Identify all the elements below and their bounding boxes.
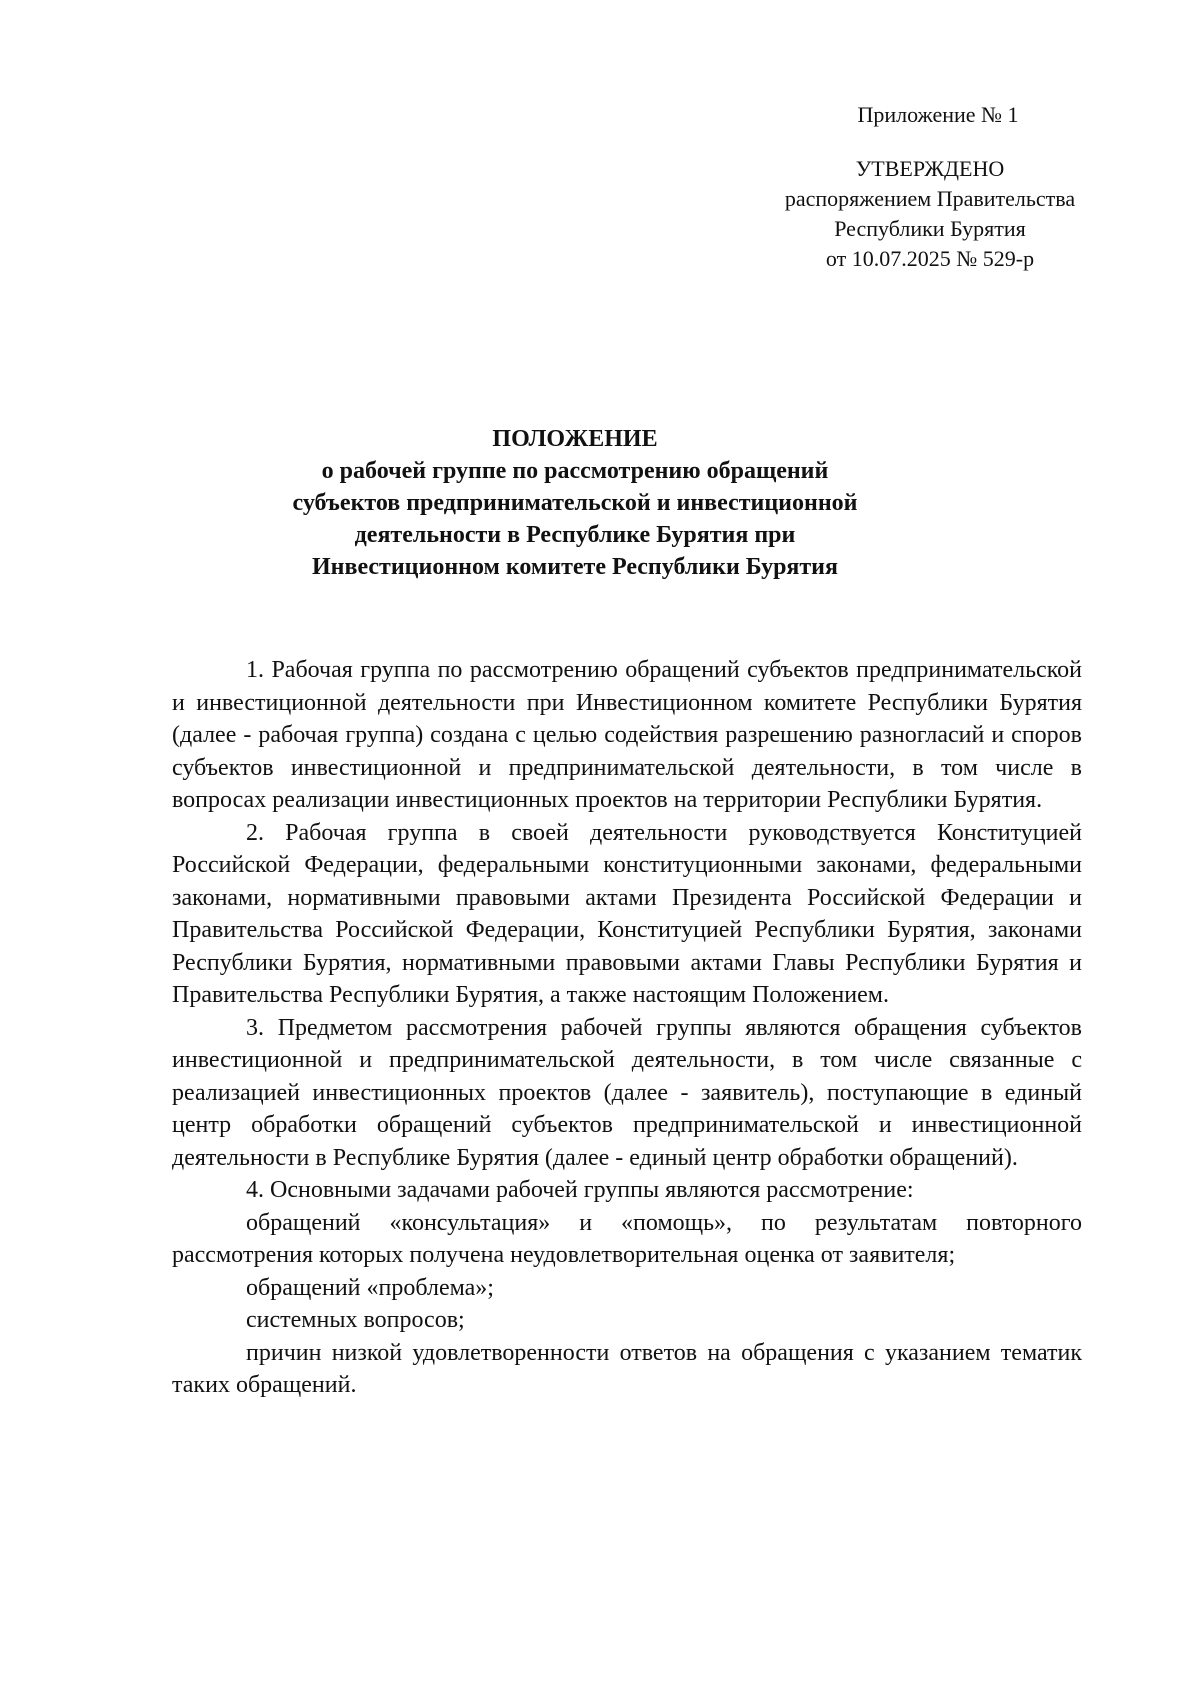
- task-item: обращений «проблема»;: [246, 1274, 494, 1301]
- annex-number: Приложение № 1: [857, 102, 1019, 127]
- approved-line: Республики Бурятия: [834, 216, 1026, 241]
- title-line: о рабочей группе по рассмотрению обращений: [321, 458, 829, 484]
- title-main: ПОЛОЖЕНИЕ: [492, 426, 658, 452]
- title-line: деятельности в Республике Бурятия при: [354, 522, 796, 548]
- title-line: субъектов предпринимательской и инвестиционной: [292, 490, 858, 516]
- document-body: [172, 654, 1082, 1402]
- paragraph-1: 1. Рабочая группа по рассмотрению обращений субъектов предпринимательской и инвестиционной деятельности при Инвестиционном комитете Республики Бурятия (далее - рабочая группа) создана с целью содействия разрешению разногласий и споров субъектов инвестиционной и предпринимательской деятельности, в том числе в вопросах реализации инвестиционных проектов на территории Республики Бурятия.: [172, 657, 1082, 813]
- document-title: [190, 423, 960, 583]
- task-item: причин низкой удовлетворенности ответов на обращения с указанием тематик таких обращений.: [172, 1339, 1082, 1398]
- paragraph-2: 2. Рабочая группа в своей деятельности руководствуется Конституцией Российской Федерации, федеральными конституционными законами, федеральными законами, нормативными правовыми актами Президента Российской Федерации и Правительства Российской Федерации, Конституцией Республики Бурятия, законами Республики Бурятия, нормативными правовыми актами Главы Республики Бурятия и Правительства Республики Бурятия, а также настоящим Положением.: [172, 819, 1082, 1008]
- approval-block: [740, 100, 1120, 274]
- approved-label: УТВЕРЖДЕНО: [855, 156, 1005, 181]
- title-line: Инвестиционном комитете Республики Бурятия: [312, 554, 838, 580]
- task-item: обращений «консультация» и «помощь», по результатам повторного рассмотрения которых получена неудовлетворительная оценка от заявителя;: [172, 1209, 1082, 1268]
- paragraph-3: 3. Предметом рассмотрения рабочей группы являются обращения субъектов инвестиционной и предпринимательской деятельности, в том числе связанные с реализацией инвестиционных проектов (далее - заявитель), поступающие в единый центр обработки обращений субъектов предпринимательской и инвестиционной деятельности в Республике Бурятия (далее - единый центр обработки обращений).: [172, 1014, 1082, 1171]
- approved-line: от 10.07.2025 № 529-р: [825, 246, 1035, 271]
- approved-line: распоряжением Правительства: [784, 186, 1076, 211]
- paragraph-4: 4. Основными задачами рабочей группы являются рассмотрение:: [246, 1177, 914, 1203]
- task-item: системных вопросов;: [246, 1307, 465, 1333]
